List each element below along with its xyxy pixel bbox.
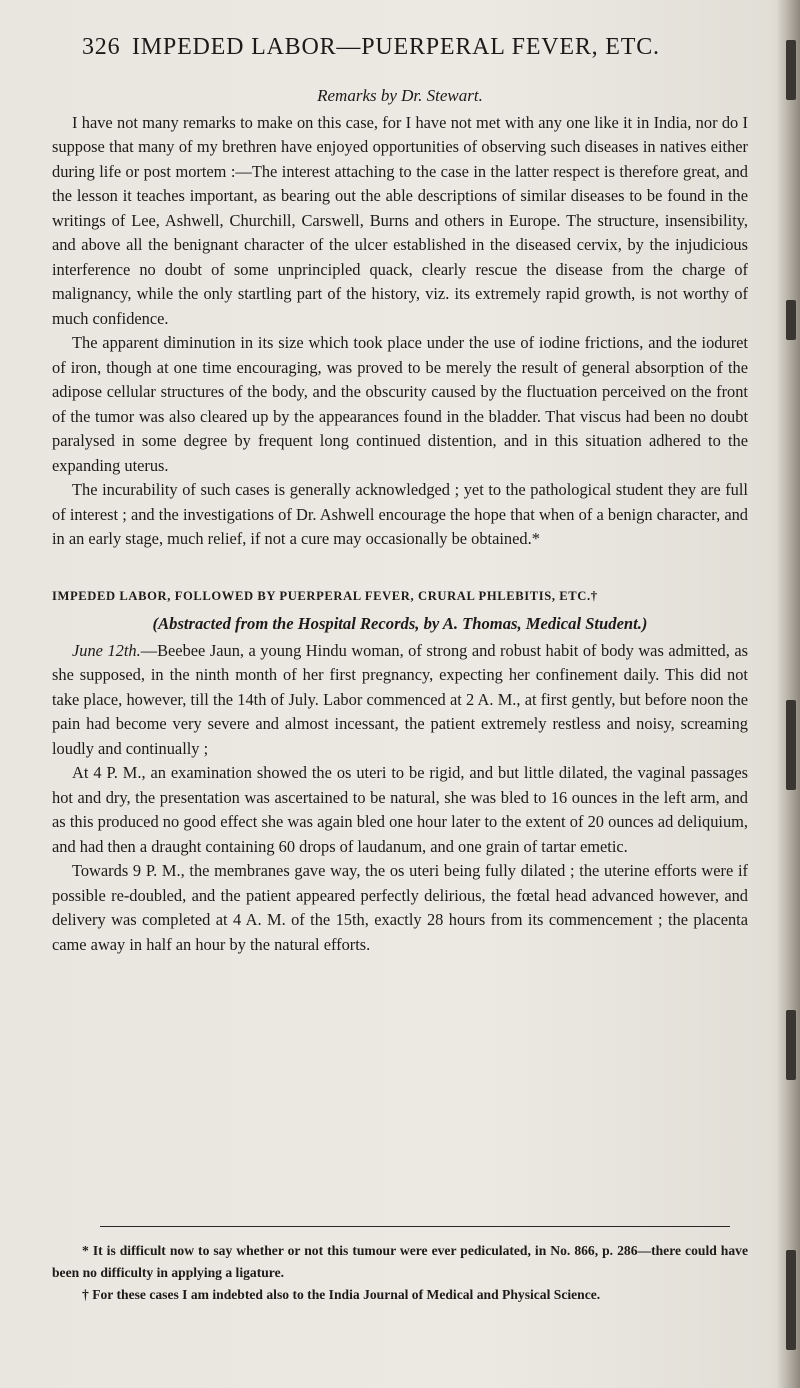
footnote-source: † For these cases I am indebted also to the India Journal of Medical and Physical Science. <box>82 1287 601 1302</box>
edge-mark <box>786 700 796 790</box>
edge-mark <box>786 40 796 100</box>
page-edge-shadow <box>778 0 800 1388</box>
remarks-title: Remarks by Dr. Stewart. <box>317 86 483 105</box>
case-heading: IMPEDED LABOR, FOLLOWED BY PUERPERAL FEVER, CRURAL PHLEBITIS, ETC.† <box>52 588 598 603</box>
page-body <box>52 84 748 957</box>
footnote-tumour: * It is difficult now to say whether or not this tumour were ever pediculated, in No. 866, p. 286—there could have been no difficulty in applying a ligature. <box>52 1243 748 1280</box>
running-head <box>82 34 722 61</box>
footnote-rule <box>100 1226 730 1227</box>
case-abstract-credit: (Abstracted from the Hospital Records, by A. Thomas, Medical Student.) <box>152 614 648 633</box>
running-title: IMPEDED LABOR—PUERPERAL FEVER, ETC. <box>132 34 660 60</box>
edge-mark <box>786 1250 796 1350</box>
date-lead: June 12th. <box>72 640 141 660</box>
remarks-paragraph-1: I have not many remarks to make on this case, for I have not met with any one like it in India, nor do I suppose that many of my brethren have enjoyed opportunities of observing such diseases in natives either during life or post mortem :—The interest attaching to the case in the latter respect is therefore great, and the lesson it teaches important, as bearing out the able descriptions of similar diseases to be found in the writings of Lee, Ashwell, Churchill, Carswell, Burns and others in Europe. The structure, insensibility, and above all the benignant character of the ulcer established in the diseased cervix, by the injudicious interference no doubt of some unprincipled quack, clearly rescue the disease from the charge of malignancy, while the only startling part of the history, viz. its extremely rapid growth, is not worthy of much confidence. <box>52 112 748 328</box>
remarks-paragraph-2: The apparent diminution in its size which took place under the use of iodine frictions, and the ioduret of iron, though at one time encouraging, was proved to be merely the result of general absorption of the adipose cellular structures of the body, and the obscurity caused by the fluctuation perceived on the front of the tumor was also cleared up by the appearances found in the bladder. That viscus had been no doubt paralysed in some degree by frequent long continued distention, and in this situation adhered to the expanding uterus. <box>52 333 748 475</box>
case-paragraph-2: At 4 P. M., an examination showed the os uteri to be rigid, and but little dilated, the vaginal passages hot and dry, the presentation was ascertained to be natural, she was bled to 16 ounces in the left arm, and as this produced no good effect she was again bled one hour later to the extent of 20 ounces ad deliquium, and had then a draught containing 60 drops of laudanum, and one grain of tartar emetic. <box>52 763 748 856</box>
case-paragraph-3: Towards 9 P. M., the membranes gave way, the os uteri being fully dilated ; the uterine efforts were if possible re-doubled, and the patient appeared perfectly delirious, the fœtal head advanced however, and delivery was completed at 4 A. M. of the 15th, exactly 28 hours from its commencement ; the placenta came away in half an hour by the natural efforts. <box>52 861 748 954</box>
edge-mark <box>786 1010 796 1080</box>
remarks-paragraph-3: The incurability of such cases is generally acknowledged ; yet to the pathological student they are full of interest ; and the investigations of Dr. Ashwell encourage the hope that when of a benign character, and in an early stage, much relief, if not a cure may occasionally be obtained.* <box>52 480 748 548</box>
footnotes <box>52 1240 748 1306</box>
edge-mark <box>786 300 796 340</box>
case-paragraph-1: June 12th.—Beebee Jaun, a young Hindu woman, of strong and robust habit of body was admitted, as she supposed, in the ninth month of her first pregnancy, expecting her confinement daily. This did not take place, however, till the 14th of July. Labor commenced at 2 A. M., at first gently, but before noon the pain had become very severe and almost incessant, the patient extremely restless and noisy, screaming loudly and continually ; <box>52 640 748 758</box>
page-number: 326 <box>82 34 121 60</box>
